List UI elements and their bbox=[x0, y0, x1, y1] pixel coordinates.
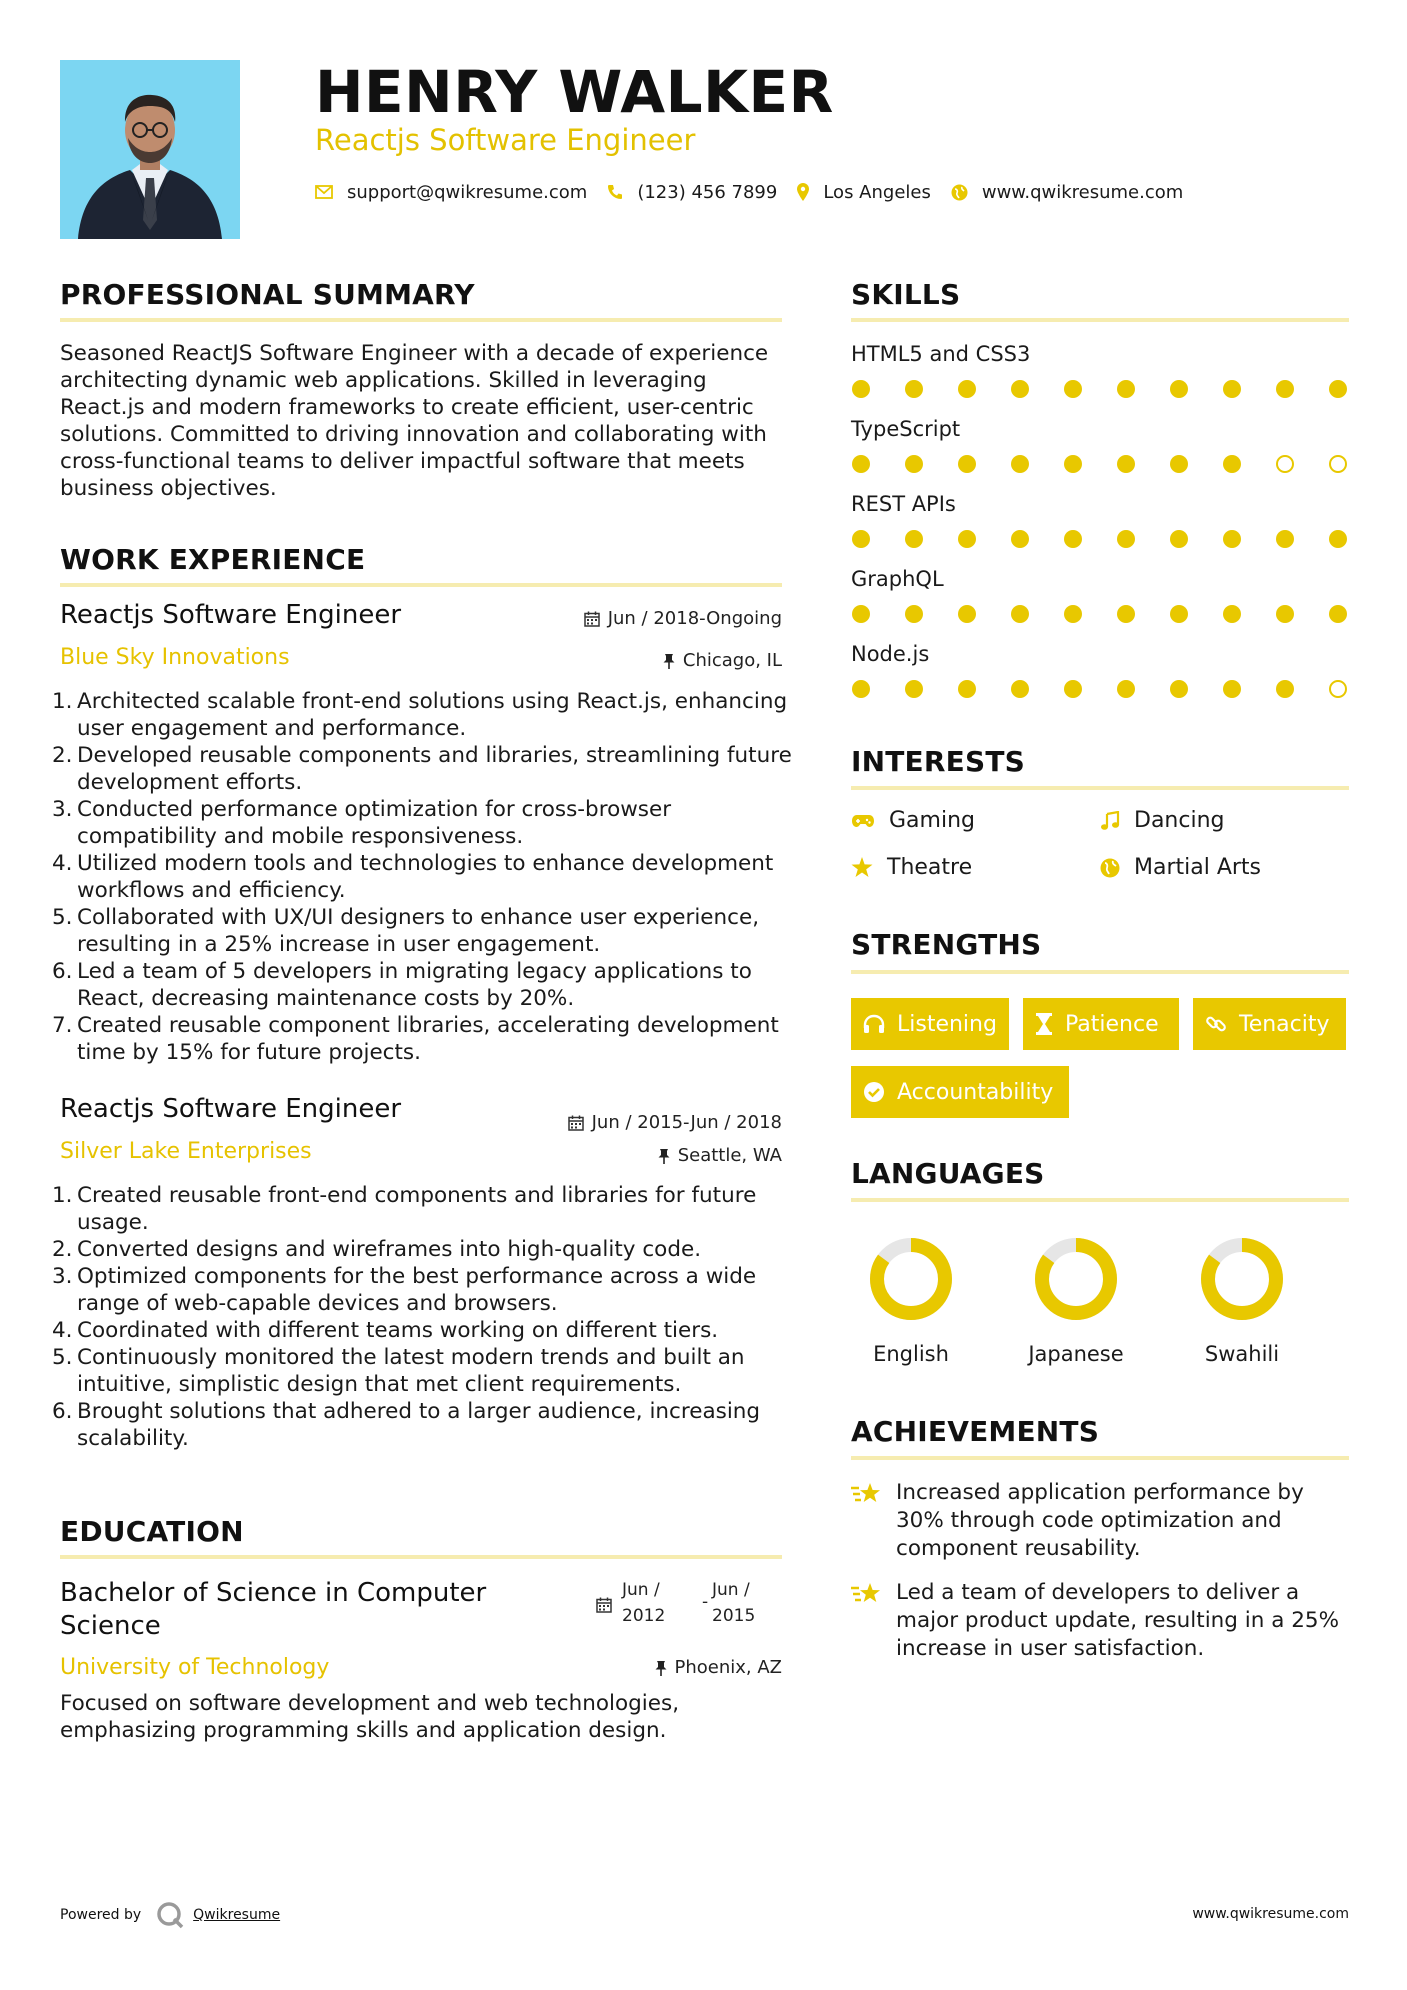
skill-rating bbox=[852, 680, 1350, 700]
education-divider bbox=[60, 1555, 782, 1559]
skill-rating bbox=[852, 530, 1350, 550]
rating-dot-filled bbox=[958, 680, 976, 698]
list-item: 2. Developed reusable components and libraries, streamlining future development efforts. bbox=[52, 743, 792, 795]
date-separator: - bbox=[702, 1592, 709, 1612]
experience-heading: WORK EXPERIENCE bbox=[60, 543, 366, 576]
rating-dot-filled bbox=[1223, 455, 1241, 473]
strength-label: Patience bbox=[1065, 1011, 1159, 1037]
language-ring bbox=[1199, 1236, 1285, 1322]
bullet-text: Architected scalable front-end solutions using React.js, enhancing user engagement and performance. bbox=[77, 689, 788, 741]
contact-website[interactable] bbox=[951, 182, 1183, 203]
strength-label: Accountability bbox=[897, 1079, 1054, 1105]
job-location-text: Chicago, IL bbox=[682, 650, 782, 671]
strengths-heading: STRENGTHS bbox=[851, 928, 1042, 961]
link-icon bbox=[1205, 1013, 1227, 1035]
skills-heading: SKILLS bbox=[851, 278, 961, 311]
job-location bbox=[658, 1145, 782, 1166]
rating-dot-filled bbox=[1170, 680, 1188, 698]
job-bullets bbox=[52, 688, 792, 1066]
education-location-text: Phoenix, AZ bbox=[674, 1657, 782, 1678]
rating-dot-filled bbox=[1011, 530, 1029, 548]
rating-dot-filled bbox=[1329, 530, 1347, 548]
bullet-text: Conducted performance optimization for cross-browser compatibility and mobile responsiveness. bbox=[77, 797, 672, 849]
interests-divider bbox=[851, 786, 1349, 790]
end-year: 2015 bbox=[712, 1606, 756, 1626]
calendar-icon bbox=[568, 1115, 584, 1131]
interest-item bbox=[851, 855, 972, 880]
list-item: 6. Led a team of 5 developers in migrating legacy applications to React, decreasing maintenance costs by 20%. bbox=[52, 959, 752, 1011]
interest-label: Dancing bbox=[1134, 808, 1225, 833]
education-dates bbox=[596, 1580, 786, 1630]
rating-dot-filled bbox=[1117, 605, 1135, 623]
strength-chip bbox=[851, 998, 1009, 1050]
rating-dot-filled bbox=[958, 530, 976, 548]
list-item: 1. Created reusable front-end components and libraries for future usage. bbox=[52, 1183, 757, 1235]
rating-dot-filled bbox=[1276, 605, 1294, 623]
rating-dot-filled bbox=[1117, 530, 1135, 548]
achievement-text: Led a team of developers to deliver a major product update, resulting in a 25% increase in user satisfaction. bbox=[896, 1580, 1340, 1661]
skill-name: HTML5 and CSS3 bbox=[851, 342, 1031, 366]
rating-dot-filled bbox=[1011, 605, 1029, 623]
rating-dot-filled bbox=[1064, 455, 1082, 473]
powered-by-label: Powered by bbox=[60, 1907, 142, 1923]
pushpin-icon bbox=[655, 1660, 667, 1676]
start-year: 2012 bbox=[622, 1606, 666, 1626]
rating-dot-filled bbox=[1223, 380, 1241, 398]
rating-dot-filled bbox=[1011, 680, 1029, 698]
achievement-text: Increased application performance by 30% through code optimization and component reusability. bbox=[896, 1480, 1304, 1561]
bullet-text: Brought solutions that adhered to a larger audience, increasing scalability. bbox=[77, 1399, 761, 1451]
rating-dot-filled bbox=[905, 680, 923, 698]
skill-name: TypeScript bbox=[851, 417, 961, 441]
list-item: 5. Collaborated with UX/UI designers to enhance user experience, resulting in a 25% increase in user engagement. bbox=[52, 905, 760, 957]
rating-dot-filled bbox=[1170, 455, 1188, 473]
footer-website[interactable]: www.qwikresume.com bbox=[1192, 1906, 1349, 1922]
list-item: 2. Converted designs and wireframes into high-quality code. bbox=[52, 1237, 702, 1262]
rating-dot-filled bbox=[1329, 380, 1347, 398]
strength-chip bbox=[851, 1066, 1069, 1118]
profile-photo bbox=[60, 60, 240, 239]
qwikresume-logo-icon bbox=[155, 1900, 185, 1930]
contact-email[interactable] bbox=[315, 182, 587, 203]
skill-rating bbox=[852, 455, 1350, 475]
footer-powered-by bbox=[60, 1900, 280, 1930]
job-dates-text: Jun / 2015-Jun / 2018 bbox=[591, 1112, 782, 1133]
job-dates-text: Jun / 2018-Ongoing bbox=[607, 608, 782, 629]
email-text: support@qwikresume.com bbox=[347, 181, 588, 203]
rating-dot-filled bbox=[1011, 380, 1029, 398]
achievements-heading: ACHIEVEMENTS bbox=[851, 1415, 1100, 1448]
candidate-name: HENRY WALKER bbox=[315, 58, 834, 126]
rating-dot-filled bbox=[1064, 530, 1082, 548]
language-name: Japanese bbox=[1028, 1342, 1124, 1366]
music-icon bbox=[1100, 811, 1120, 831]
rating-dot-filled bbox=[852, 455, 870, 473]
rating-dot-filled bbox=[905, 605, 923, 623]
skill-rating bbox=[852, 380, 1350, 400]
qwikresume-link[interactable]: Qwikresume bbox=[193, 1907, 281, 1923]
end-month: Jun / bbox=[712, 1580, 750, 1600]
hourglass-icon bbox=[1035, 1013, 1053, 1035]
job-location bbox=[663, 650, 782, 671]
rating-dot-filled bbox=[852, 530, 870, 548]
experience-divider bbox=[60, 583, 782, 587]
strength-label: Listening bbox=[897, 1011, 997, 1037]
achievement-star-icon bbox=[850, 1580, 884, 1608]
map-pin-icon bbox=[797, 183, 809, 201]
summary-text: Seasoned ReactJS Software Engineer with a decade of experience architecting dynamic web applications. Skilled in leveraging React.js and modern frameworks to create efficient, user-centric solutions. Committed to driving innovation and collaborating with cross-functional teams to deliver impactful software that meets business objectives. bbox=[60, 341, 769, 501]
bullet-text: Coordinated with different teams working on different tiers. bbox=[77, 1318, 719, 1343]
rating-dot-filled bbox=[852, 605, 870, 623]
strengths-divider bbox=[851, 970, 1349, 974]
rating-dot-empty bbox=[1329, 455, 1347, 473]
rating-dot-filled bbox=[852, 680, 870, 698]
job-location-text: Seattle, WA bbox=[677, 1145, 782, 1166]
rating-dot-filled bbox=[1170, 605, 1188, 623]
rating-dot-filled bbox=[905, 455, 923, 473]
rating-dot-filled bbox=[1276, 530, 1294, 548]
globe-icon bbox=[1100, 858, 1120, 878]
phone-icon bbox=[607, 184, 623, 200]
rating-dot-filled bbox=[1276, 680, 1294, 698]
education-location bbox=[655, 1657, 783, 1678]
candidate-title: Reactjs Software Engineer bbox=[315, 123, 696, 157]
interest-label: Gaming bbox=[889, 808, 975, 833]
pushpin-icon bbox=[663, 653, 675, 669]
headphones-icon bbox=[863, 1014, 885, 1034]
bullet-text: Developed reusable components and libraries, streamlining future development efforts. bbox=[77, 743, 792, 795]
rating-dot-filled bbox=[905, 530, 923, 548]
skill-name: GraphQL bbox=[851, 567, 944, 591]
languages-heading: LANGUAGES bbox=[851, 1157, 1045, 1190]
company-name: Blue Sky Innovations bbox=[60, 645, 290, 670]
contact-bar bbox=[315, 180, 1203, 204]
start-month: Jun / bbox=[622, 1580, 660, 1600]
list-item: 4. Coordinated with different teams working on different tiers. bbox=[52, 1318, 719, 1343]
job-title: Reactjs Software Engineer bbox=[60, 1094, 402, 1124]
location-text: Los Angeles bbox=[823, 181, 931, 203]
rating-dot-filled bbox=[1011, 455, 1029, 473]
bullet-text: Created reusable front-end components and libraries for future usage. bbox=[77, 1183, 757, 1235]
rating-dot-filled bbox=[1064, 380, 1082, 398]
list-item: 3. Conducted performance optimization for cross-browser compatibility and mobile responsiveness. bbox=[52, 797, 672, 849]
job-dates bbox=[584, 608, 782, 629]
rating-dot-filled bbox=[1329, 605, 1347, 623]
skills-divider bbox=[851, 318, 1349, 322]
company-name: Silver Lake Enterprises bbox=[60, 1139, 312, 1164]
contact-location bbox=[797, 182, 931, 203]
strength-chip bbox=[1193, 998, 1346, 1050]
list-item: 3. Optimized components for the best performance across a wide range of web-capable devices and browsers. bbox=[52, 1264, 757, 1316]
job-dates bbox=[568, 1112, 782, 1133]
degree-line1: Bachelor of Science in Computer bbox=[60, 1578, 487, 1608]
rating-dot-filled bbox=[958, 380, 976, 398]
education-heading: EDUCATION bbox=[60, 1515, 244, 1548]
language-ring bbox=[868, 1236, 954, 1322]
rating-dot-filled bbox=[958, 605, 976, 623]
rating-dot-filled bbox=[1223, 605, 1241, 623]
skill-name: REST APIs bbox=[851, 492, 956, 516]
list-item: 4. Utilized modern tools and technologies to enhance development workflows and efficiency. bbox=[52, 851, 774, 903]
calendar-icon bbox=[596, 1597, 612, 1613]
interest-item bbox=[1100, 855, 1261, 880]
rating-dot-filled bbox=[905, 380, 923, 398]
rating-dot-filled bbox=[1064, 680, 1082, 698]
bullet-text: Converted designs and wireframes into high-quality code. bbox=[77, 1237, 702, 1262]
degree-line2: Science bbox=[60, 1611, 161, 1641]
list-item: 6. Brought solutions that adhered to a larger audience, increasing scalability. bbox=[52, 1399, 761, 1451]
check-circle-icon bbox=[863, 1081, 885, 1103]
school-name: University of Technology bbox=[60, 1655, 330, 1680]
website-text: www.qwikresume.com bbox=[981, 181, 1184, 203]
rating-dot-filled bbox=[1064, 605, 1082, 623]
language-name: Swahili bbox=[1204, 1342, 1280, 1366]
skill-rating bbox=[852, 605, 1350, 625]
phone-text: (123) 456 7899 bbox=[637, 181, 778, 203]
rating-dot-filled bbox=[1170, 380, 1188, 398]
rating-dot-empty bbox=[1276, 455, 1294, 473]
language-name: English bbox=[873, 1342, 949, 1366]
bullet-text: Optimized components for the best performance across a wide range of web-capable devices and browsers. bbox=[77, 1264, 757, 1316]
summary-divider bbox=[60, 318, 782, 322]
interest-label: Theatre bbox=[887, 855, 973, 880]
list-item: 1. Architected scalable front-end solutions using React.js, enhancing user engagement and performance. bbox=[52, 689, 788, 741]
list-item: 7. Created reusable component libraries, accelerating development time by 15% for future projects. bbox=[52, 1013, 779, 1065]
skill-name: Node.js bbox=[851, 642, 930, 666]
strength-label: Tenacity bbox=[1239, 1011, 1330, 1037]
language-ring bbox=[1033, 1236, 1119, 1322]
rating-dot-filled bbox=[1223, 530, 1241, 548]
envelope-icon bbox=[315, 185, 333, 199]
contact-phone[interactable] bbox=[607, 182, 777, 203]
education-description: Focused on software development and web technologies, emphasizing programming skills and application design. bbox=[60, 1691, 680, 1743]
bullet-text: Continuously monitored the latest modern trends and built an intuitive, simplistic design that met client requirements. bbox=[77, 1345, 745, 1397]
job-title: Reactjs Software Engineer bbox=[60, 600, 402, 630]
languages-divider bbox=[851, 1198, 1349, 1202]
rating-dot-filled bbox=[1170, 530, 1188, 548]
rating-dot-filled bbox=[1117, 455, 1135, 473]
bullet-text: Led a team of 5 developers in migrating legacy applications to React, decreasing maintenance costs by 20%. bbox=[77, 959, 752, 1011]
bullet-text: Collaborated with UX/UI designers to enhance user experience, resulting in a 25% increase in user engagement. bbox=[77, 905, 760, 957]
bullet-text: Created reusable component libraries, accelerating development time by 15% for future projects. bbox=[77, 1013, 779, 1065]
job-bullets bbox=[52, 1182, 792, 1452]
rating-dot-filled bbox=[1117, 380, 1135, 398]
interests-heading: INTERESTS bbox=[851, 745, 1025, 778]
summary-heading: PROFESSIONAL SUMMARY bbox=[60, 278, 475, 311]
rating-dot-filled bbox=[1276, 380, 1294, 398]
interest-label: Martial Arts bbox=[1134, 855, 1262, 880]
globe-icon bbox=[951, 184, 968, 201]
interest-item bbox=[851, 808, 975, 833]
achievement-star-icon bbox=[850, 1480, 884, 1508]
calendar-icon bbox=[584, 611, 600, 627]
list-item: 5. Continuously monitored the latest modern trends and built an intuitive, simplistic design that met client requirements. bbox=[52, 1345, 745, 1397]
rating-dot-filled bbox=[958, 455, 976, 473]
pushpin-icon bbox=[658, 1148, 670, 1164]
bullet-text: Utilized modern tools and technologies to enhance development workflows and efficiency. bbox=[77, 851, 774, 903]
achievements-divider bbox=[851, 1456, 1349, 1460]
star-icon bbox=[851, 857, 873, 878]
gamepad-icon bbox=[851, 813, 875, 829]
interest-item bbox=[1100, 808, 1224, 833]
rating-dot-filled bbox=[852, 380, 870, 398]
strength-chip bbox=[1023, 998, 1179, 1050]
rating-dot-filled bbox=[1117, 680, 1135, 698]
rating-dot-filled bbox=[1223, 680, 1241, 698]
rating-dot-empty bbox=[1329, 680, 1347, 698]
